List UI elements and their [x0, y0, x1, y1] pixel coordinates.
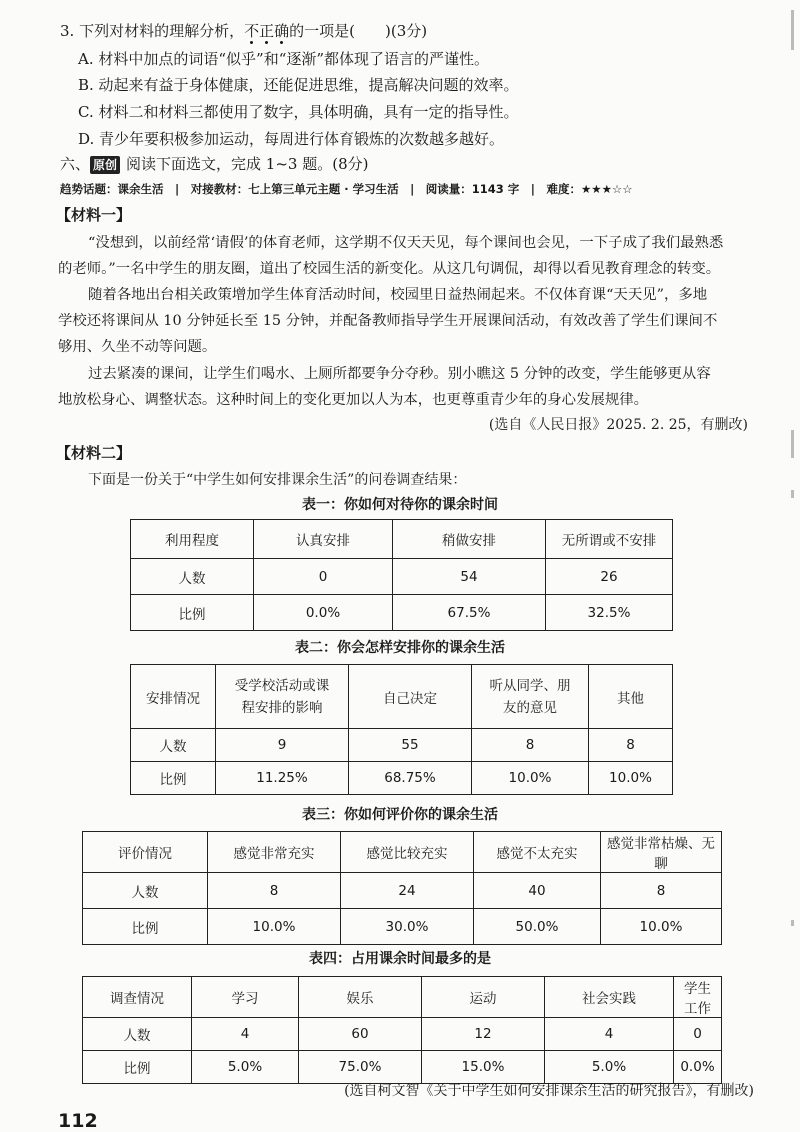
table2 [130, 664, 673, 795]
table1 [130, 519, 673, 631]
table-cell: 68.75% [349, 762, 472, 795]
table-cell: 感觉比较充实 [341, 832, 474, 873]
table-row [83, 977, 722, 1018]
table-cell: 4 [192, 1018, 299, 1051]
question3-option-b: B. 动起来有益于身体健康，还能促进思维，提高解决问题的效率。 [78, 76, 519, 94]
question3-option-d: D. 青少年要积极参加运动，每周进行体育锻炼的次数越多越好。 [78, 130, 505, 148]
table-row [131, 665, 673, 729]
edge-mark [791, 490, 794, 498]
table-cell: 比例 [131, 595, 254, 631]
table-cell: 55 [349, 729, 472, 762]
page-number: 112 [58, 1110, 98, 1132]
table1-title: 表一：你如何对待你的课余时间 [302, 497, 498, 513]
table-row [83, 909, 722, 945]
table-cell: 12 [422, 1018, 545, 1051]
table-cell: 感觉不太充实 [474, 832, 601, 873]
original-badge: 原创 [90, 156, 120, 174]
table-cell: 无所谓或不安排 [546, 520, 673, 559]
table-cell: 学生工作 [674, 977, 722, 1018]
table-row [83, 1051, 722, 1084]
table-row [131, 520, 673, 559]
table-cell: 75.0% [299, 1051, 422, 1084]
material1-line: 够用、久坐不动等问题。 [58, 339, 217, 355]
table-row [131, 729, 673, 762]
table-cell: 认真安排 [254, 520, 393, 559]
table-cell: 评价情况 [83, 832, 208, 873]
table-row [131, 595, 673, 631]
table-cell: 社会实践 [545, 977, 674, 1018]
question3-option-c: C. 材料二和材料三都使用了数字，具体明确，具有一定的指导性。 [78, 103, 519, 121]
table-cell: 娱乐 [299, 977, 422, 1018]
question3-stem: 3. 下列对材料的理解分析，不正确的一项是( )(3分) [60, 22, 428, 40]
material1-line: 过去紧凑的课间，让学生们喝水、上厕所都要争分夺秒。别小瞧这 5 分钟的改变，学生能够更从容 [88, 366, 711, 382]
table-cell: 24 [341, 873, 474, 909]
table-cell: 0.0% [674, 1051, 722, 1084]
section6-meta: 趋势话题：课余生活 | 对接教材：七上第三单元主题 · 学习生活 | 阅读量：1143 字 | 难度：★★★☆☆ [60, 182, 633, 196]
table-cell: 8 [472, 729, 589, 762]
table-row [131, 762, 673, 795]
table-cell: 自己决定 [349, 665, 472, 729]
table3-title: 表三：你如何评价你的课余生活 [302, 807, 498, 823]
table-cell: 54 [393, 559, 546, 595]
table-cell: 感觉非常充实 [208, 832, 341, 873]
table-row [83, 873, 722, 909]
table-cell: 11.25% [216, 762, 349, 795]
table-cell: 比例 [83, 909, 208, 945]
material1-line: 随着各地出台相关政策增加学生体育活动时间，校园里日益热闹起来。不仅体育课“天天见”，多地 [88, 287, 708, 303]
table-cell: 5.0% [192, 1051, 299, 1084]
table-cell: 安排情况 [131, 665, 216, 729]
table2-title: 表二：你会怎样安排你的课余生活 [295, 640, 505, 656]
table-cell: 40 [474, 873, 601, 909]
table-cell: 比例 [83, 1051, 192, 1084]
table-cell: 8 [208, 873, 341, 909]
table-cell: 67.5% [393, 595, 546, 631]
table-cell: 32.5% [546, 595, 673, 631]
table-row [131, 559, 673, 595]
table4-title: 表四：占用课余时间最多的是 [309, 951, 491, 967]
material2-source: (选自柯文智《关于中学生如何安排课余生活的研究报告》，有删改) [344, 1083, 754, 1099]
table-cell: 26 [546, 559, 673, 595]
table-cell: 8 [589, 729, 673, 762]
material1-line: 地放松身心、调整状态。这种时间上的变化更加以人为本，也更尊重青少年的身心发展规律。 [58, 392, 649, 408]
table-cell: 利用程度 [131, 520, 254, 559]
table-cell: 人数 [83, 873, 208, 909]
table-cell: 稍做安排 [393, 520, 546, 559]
table-cell: 学习 [192, 977, 299, 1018]
material1-line: 的老师。”一名中学生的朋友圈，道出了校园生活的新变化。从这几句调侃，却得以看见教育理念的转变。 [58, 261, 721, 277]
table-cell: 听从同学、朋 友的意见 [472, 665, 589, 729]
table-cell: 5.0% [545, 1051, 674, 1084]
table-cell: 10.0% [208, 909, 341, 945]
table-cell: 调查情况 [83, 977, 192, 1018]
table-cell: 15.0% [422, 1051, 545, 1084]
edge-mark [791, 10, 794, 50]
table3 [82, 831, 722, 945]
table-cell: 感觉非常枯燥、无聊 [601, 832, 722, 873]
table-cell: 0 [674, 1018, 722, 1051]
table-cell: 人数 [131, 729, 216, 762]
table-cell: 50.0% [474, 909, 601, 945]
table-cell: 60 [299, 1018, 422, 1051]
table4 [82, 976, 722, 1084]
table-cell: 30.0% [341, 909, 474, 945]
edge-mark [791, 430, 794, 458]
table-cell: 受学校活动或课 程安排的影响 [216, 665, 349, 729]
material1-source: (选自《人民日报》2025. 2. 25，有删改) [488, 417, 748, 433]
table-cell: 10.0% [601, 909, 722, 945]
table-cell: 10.0% [589, 762, 673, 795]
table-cell: 4 [545, 1018, 674, 1051]
table-cell: 0.0% [254, 595, 393, 631]
table-cell: 其他 [589, 665, 673, 729]
material2-intro: 下面是一份关于“中学生如何安排课余生活”的问卷调查结果： [88, 472, 467, 488]
table-cell: 人数 [83, 1018, 192, 1051]
table-cell: 10.0% [472, 762, 589, 795]
table-cell: 0 [254, 559, 393, 595]
material2-heading: 【材料二】 [56, 444, 132, 462]
section6-heading: 六、 原创 阅读下面选文，完成 1~3 题。(8分) [60, 155, 369, 173]
table-row [83, 832, 722, 873]
material1-line: 学校还将课间从 10 分钟延长至 15 分钟，并配备教师指导学生开展课间活动，有效改善了学生们课间不 [58, 313, 718, 329]
table-cell: 9 [216, 729, 349, 762]
question3-option-a: A. 材料中加点的词语“似乎”和“逐渐”都体现了语言的严谨性。 [78, 50, 490, 68]
material1-heading: 【材料一】 [56, 206, 132, 224]
table-cell: 人数 [131, 559, 254, 595]
table-cell: 运动 [422, 977, 545, 1018]
table-row [83, 1018, 722, 1051]
dotted-emphasis: 不正确 [244, 22, 290, 40]
table-cell: 比例 [131, 762, 216, 795]
edge-mark [791, 920, 794, 926]
table-cell: 8 [601, 873, 722, 909]
material1-line: “没想到，以前经常‘请假’的体育老师，这学期不仅天天见，每个课间也会见，一下子成了我们最熟悉 [88, 235, 724, 251]
